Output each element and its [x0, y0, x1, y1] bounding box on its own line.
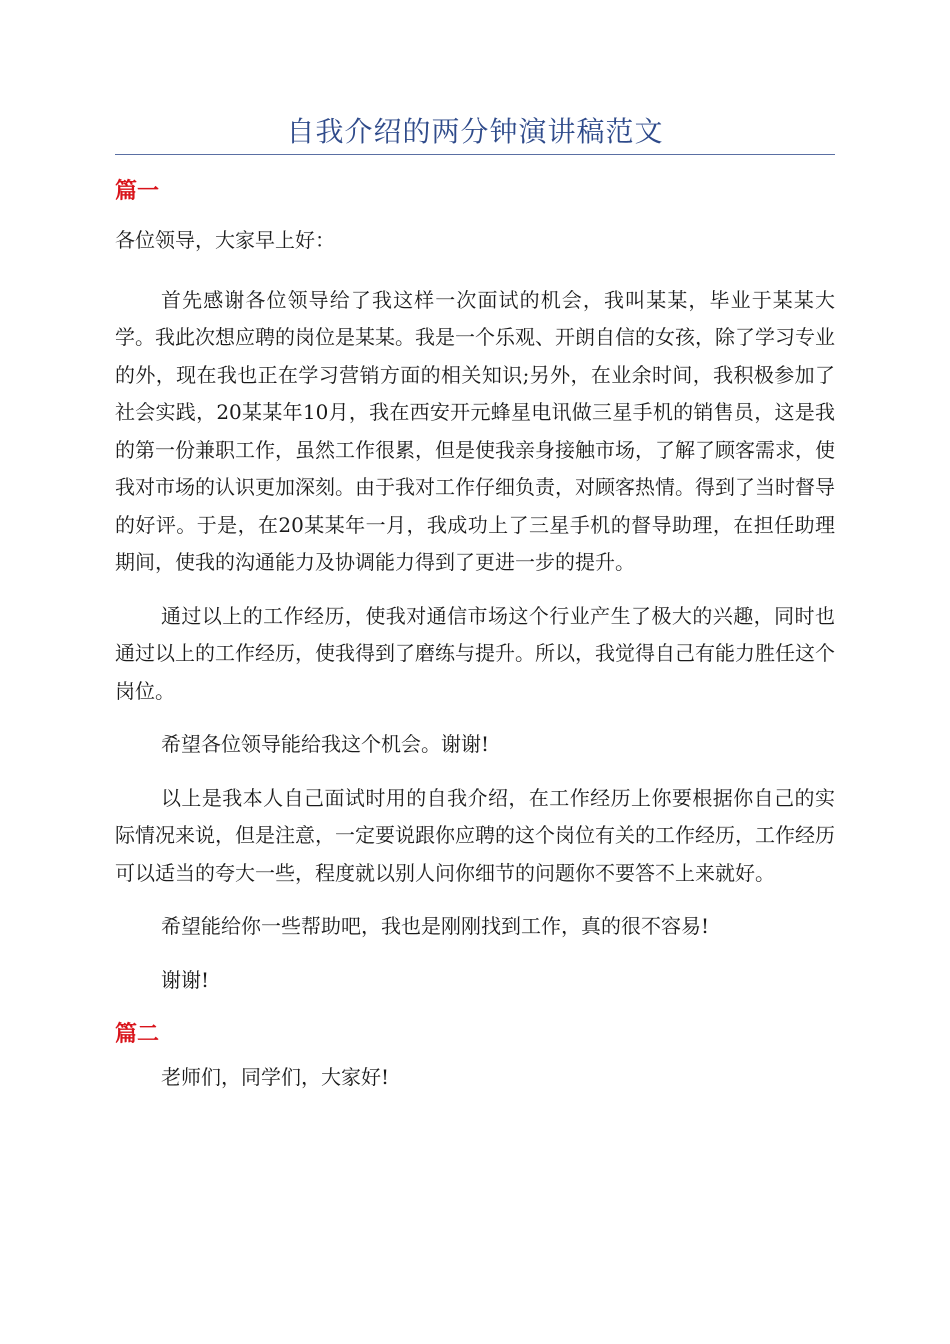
paragraph: 以上是我本人自己面试时用的自我介绍，在工作经历上你要根据你自己的实际情况来说，但是注意，一定要说跟你应聘的这个岗位有关的工作经历，工作经历可以适当的夸大一些，程度就以别人问你细节的问题你不要答不上来就好。 — [115, 785, 835, 885]
title-underline — [115, 154, 835, 155]
paragraph: 首先感谢各位领导给了我这样一次面试的机会，我叫某某，毕业于某某大学。我此次想应聘的岗位是某某。我是一个乐观、开朗自信的女孩，除了学习专业的外，现在我也正在学习营销方面的相关知识;另外，在业余时间，我积极参加了社会实践，20某某年10月，我在西安开元蜂星电讯做三星手机的销售员，这是我的第一份兼职工作，虽然工作很累，但是使我亲身接触市场，了解了顾客需求，使我对市场的认识更加深刻。由于我对工作仔细负责，对顾客热情。得到了当时督导的好评。于是，在20某某年一月，我成功上了三星手机的督导助理，在担任助理期间，使我的沟通能力及协调能力得到了更进一步的提升。 — [115, 287, 835, 574]
section-heading-2: 篇二 — [115, 1022, 160, 1047]
paragraph: 谢谢! — [161, 967, 210, 992]
paragraph: 希望能给你一些帮助吧，我也是刚刚找到工作，真的很不容易! — [161, 914, 710, 938]
document-title: 自我介绍的两分钟演讲稿范文 — [286, 115, 664, 148]
greeting-line: 各位领导，大家早上好： — [115, 228, 335, 252]
section-heading-1: 篇一 — [115, 179, 160, 204]
paragraph: 老师们，同学们，大家好! — [161, 1065, 390, 1089]
paragraph: 通过以上的工作经历，使我对通信市场这个行业产生了极大的兴趣，同时也通过以上的工作经历，使我得到了磨练与提升。所以，我觉得自己有能力胜任这个岗位。 — [115, 603, 835, 703]
paragraph: 希望各位领导能给我这个机会。谢谢! — [161, 732, 490, 756]
document-body — [115, 172, 835, 1113]
